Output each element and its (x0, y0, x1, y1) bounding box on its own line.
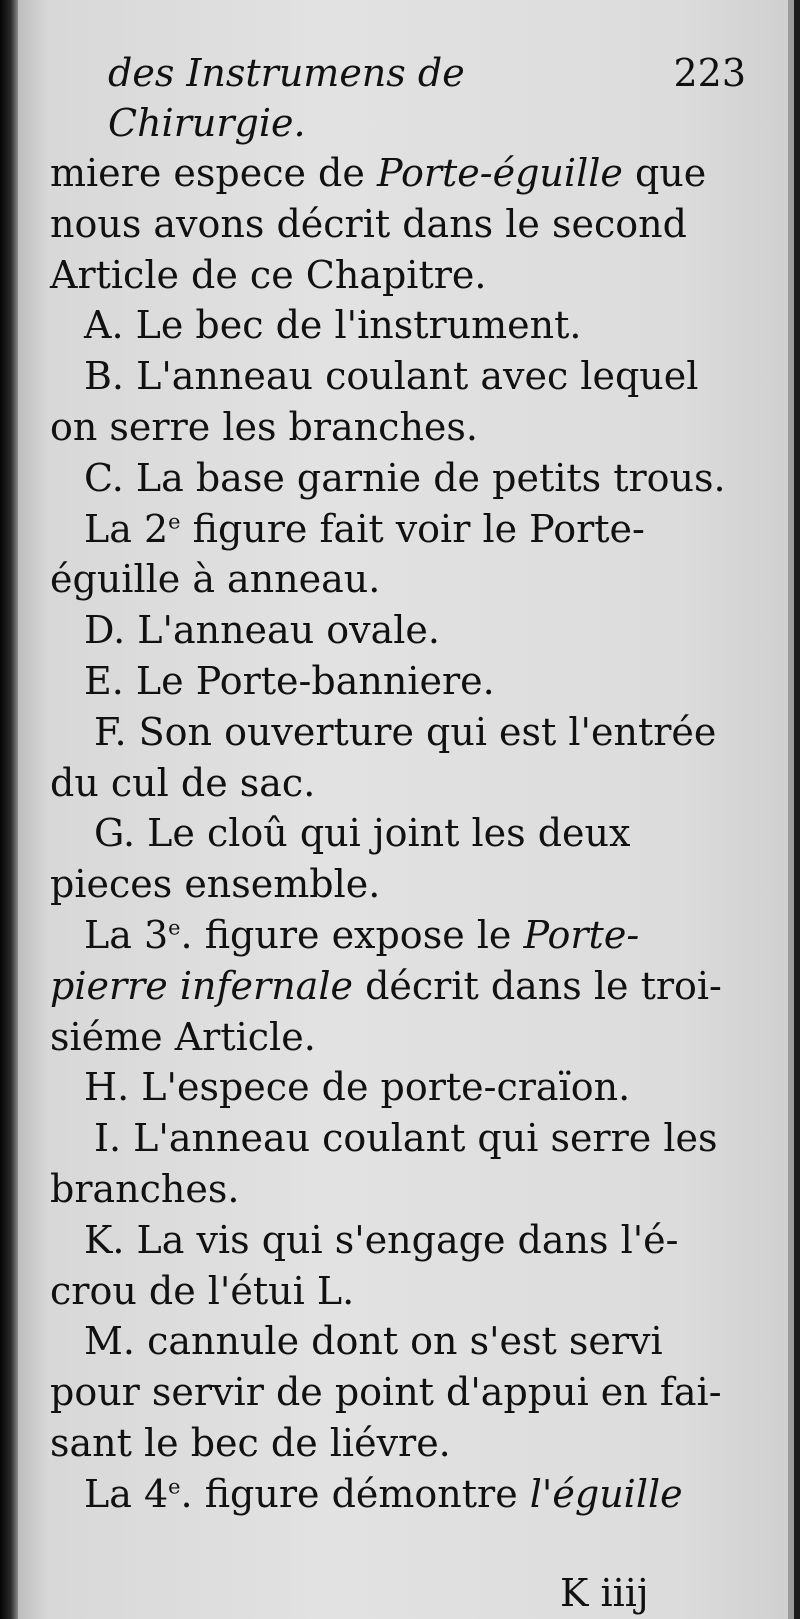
superscript: e (168, 508, 181, 533)
line-text: La 4 (84, 1471, 169, 1516)
line-text: crou de l'étui L. (50, 1268, 355, 1313)
line-text: H. L'espece de porte-craïon. (84, 1065, 631, 1110)
text-line (50, 707, 750, 758)
text-line (50, 250, 750, 301)
line-text: Article de ce Chapitre. (50, 252, 487, 297)
text-line (50, 1215, 750, 1266)
text-line (50, 453, 750, 504)
text-line (50, 1316, 750, 1367)
text-line (50, 656, 750, 707)
line-text: B. L'anneau coulant avec lequel (84, 354, 699, 399)
page-number: 223 (673, 51, 746, 95)
line-text: que (622, 151, 707, 195)
body-text (50, 148, 750, 1520)
line-text: F. Son ouverture qui est l'entrée (94, 709, 717, 754)
line-text: D. L'anneau ovale. (84, 608, 440, 653)
text-line (50, 1164, 750, 1215)
text-line (50, 199, 750, 250)
line-text: figure fait voir le Porte- (180, 506, 645, 551)
line-text: sant le bec de liévre. (50, 1420, 451, 1465)
line-text: . figure expose le (180, 912, 524, 957)
signature-mark: K iiij (560, 1571, 649, 1615)
running-title: des Instrumens de Chirurgie. (108, 51, 465, 145)
line-text: A. Le bec de l'instrument. (84, 303, 582, 348)
line-text: miere espece de (50, 151, 377, 195)
text-line (50, 859, 750, 910)
line-text: . figure démontre (180, 1471, 530, 1516)
text-line (50, 1469, 750, 1520)
text-line (50, 961, 750, 1012)
text-line (50, 554, 750, 605)
text-line (50, 758, 750, 809)
line-text: G. Le cloû qui joint les deux (94, 811, 631, 856)
line-text: M. cannule dont on s'est servi (84, 1319, 663, 1364)
line-text: La 2 (84, 506, 169, 551)
line-text: C. La base garnie de petits trous. (84, 455, 726, 500)
italic-text: pierre infernale (50, 963, 353, 1008)
line-text: pieces ensemble. (50, 862, 381, 907)
running-header (50, 48, 750, 148)
text-line (50, 808, 750, 859)
line-text: La 3 (84, 912, 169, 957)
page-text-block (50, 48, 750, 1615)
line-text: siéme Article. (50, 1014, 316, 1059)
signature-mark-row (50, 1568, 750, 1619)
italic-text: Porte-éguille (376, 151, 623, 195)
scanned-page (18, 0, 794, 1619)
line-text: nous avons décrit dans le second (50, 201, 687, 246)
italic-text: l'éguille (529, 1471, 683, 1516)
text-line (50, 1113, 750, 1164)
line-text: E. Le Porte-banniere. (84, 658, 495, 703)
text-line (50, 1012, 750, 1063)
italic-text: Porte- (523, 912, 640, 957)
line-text: décrit dans le troi- (352, 963, 722, 1008)
line-text: du cul de sac. (50, 760, 316, 805)
text-line (50, 148, 750, 199)
line-text: on serre les branches. (50, 404, 478, 449)
text-line (50, 300, 750, 351)
line-text: branches. (50, 1166, 240, 1211)
text-line (50, 1266, 750, 1317)
text-line (50, 351, 750, 402)
text-line (50, 1062, 750, 1113)
superscript: e (168, 915, 181, 940)
text-line (50, 1367, 750, 1418)
text-line (50, 1418, 750, 1469)
text-line (50, 402, 750, 453)
superscript: e (168, 1474, 181, 1499)
text-line (50, 504, 750, 555)
page-right-edge (788, 0, 794, 1619)
text-line (50, 910, 750, 961)
page-gutter-shadow (0, 0, 18, 1619)
line-text: K. La vis qui s'engage dans l'é- (84, 1217, 679, 1262)
line-text: pour servir de point d'appui en fai- (50, 1370, 722, 1415)
line-text: éguille à anneau. (50, 557, 381, 602)
line-text: I. L'anneau coulant qui serre les (94, 1116, 718, 1161)
text-line (50, 605, 750, 656)
